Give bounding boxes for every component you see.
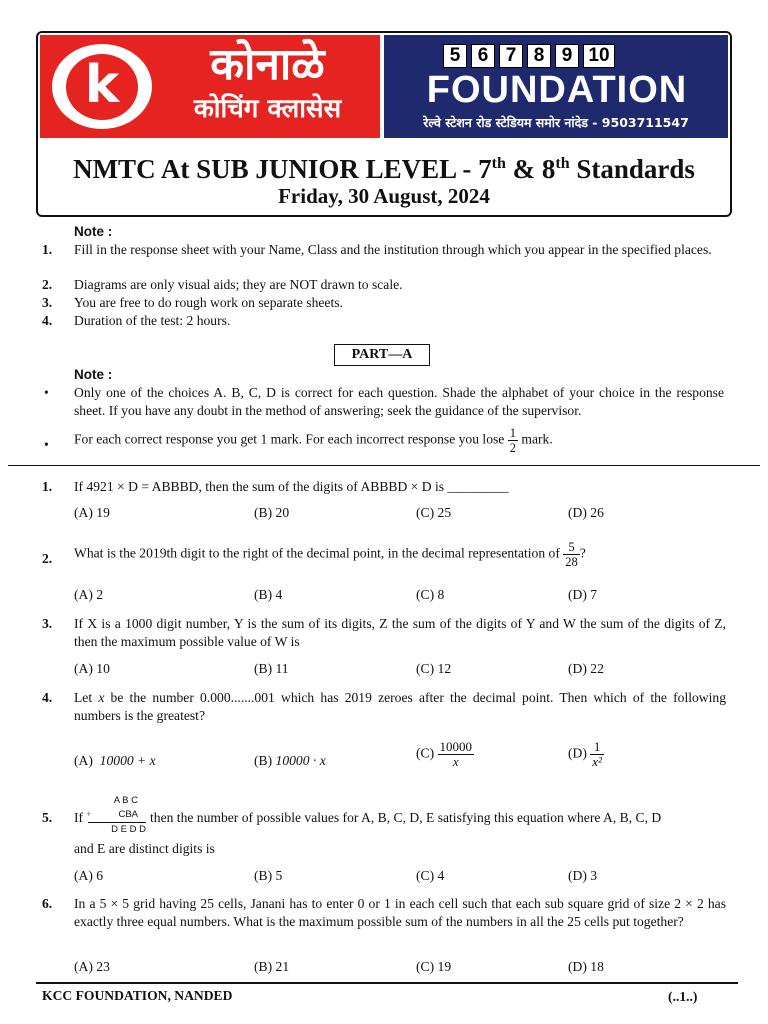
note-text: Duration of the test: 2 hours. <box>74 313 231 328</box>
question-number: 2. <box>42 551 53 566</box>
foundation-title: FOUNDATION <box>426 69 688 111</box>
option-b: (B) 11 <box>254 661 289 676</box>
option-b: (B) 5 <box>254 868 283 883</box>
question-number: 5. <box>42 810 53 825</box>
question-number: 3. <box>42 616 53 631</box>
option-d: (D) 3 <box>568 868 598 883</box>
standard-box: 7 <box>499 44 523 68</box>
option-a: (A) 2 <box>74 587 104 602</box>
question-text: What is the 2019th digit to the right of the decimal point, in the decimal representation of $\frac{5}{28}$ ? <box>74 540 586 569</box>
logo-letter: k <box>84 55 120 115</box>
option-a: (A) 10 <box>74 661 110 676</box>
option-b: (B) 10000 · x <box>254 753 326 768</box>
note-text: For each correct response you get 1 mark. For each incorrect response you lose $\frac{1}{2}$ mark. <box>74 426 553 455</box>
exam-date: Friday, 30 August, 2024 <box>278 184 490 208</box>
standard-box: 10 <box>583 44 615 68</box>
sum-result: D E D D <box>111 824 146 835</box>
note-text: You are free to do rough work on separate sheets. <box>74 295 343 310</box>
option-c: (C) $\frac{10000}{x}$ <box>416 739 473 769</box>
option-a: (A) 19 <box>74 505 110 520</box>
bullet: • <box>44 437 49 452</box>
question-text: In a 5 × 5 grid having 25 cells, Janani has to enter 0 or 1 in each cell such that each sub square grid of size 2 × 2 has exactly three equal numbers. What is the maximum possible sum of the numbers in all the 25 cells put together? <box>74 896 726 929</box>
question-number: 1. <box>42 479 53 494</box>
option-a: (A) 6 <box>74 868 104 883</box>
addend-1: A B C <box>113 795 138 806</box>
note-text: Diagrams are only visual aids; they are NOT drawn to scale. <box>74 277 403 292</box>
question-number: 6. <box>42 896 53 911</box>
option-b: (B) 4 <box>254 587 283 602</box>
note-number: 3. <box>42 295 53 310</box>
option-d: (D) 7 <box>568 587 598 602</box>
question-text: and E are distinct digits is <box>74 841 215 856</box>
standard-box: 8 <box>527 44 551 68</box>
option-d: (D) 26 <box>568 505 604 520</box>
option-a: (A) 10000 + x <box>74 753 156 768</box>
brand-subtitle: कोचिंग क्लासेस <box>193 94 342 124</box>
question-text: If X is a 1000 digit number, Y is the sum of its digits, Z the sum of the digits of Y and W the sum of the digits of Z, then the maximum possible value of W is <box>74 616 726 649</box>
option-a: (A) 23 <box>74 959 110 974</box>
question-text: If 4921 × D = ABBBD, then the sum of the digits of ABBBD × D is _________ <box>74 479 509 494</box>
option-c: (C) 8 <box>416 587 445 602</box>
footer-institution: KCC FOUNDATION, NANDED <box>42 988 233 1003</box>
option-c: (C) 12 <box>416 661 452 676</box>
standard-box: 5 <box>443 44 467 68</box>
note-heading: Note : <box>74 367 113 382</box>
addend-2: + CBA <box>86 809 138 820</box>
part-heading: PART—A <box>334 344 430 366</box>
exam-title: NMTC At SUB JUNIOR LEVEL - 7th & 8th Standards <box>73 154 695 184</box>
footer-divider <box>36 982 738 984</box>
note-text: Fill in the response sheet with your Name, Class and the institution through which you appear in the specified places. <box>74 242 712 257</box>
question-text: then the number of possible values for A, B, C, D, E satisfying this equation where A, B, C, D <box>150 810 662 825</box>
standards-boxes <box>443 44 615 68</box>
option-d: (D) 22 <box>568 661 604 676</box>
option-c: (C) 19 <box>416 959 452 974</box>
page-number: (..1..) <box>668 989 698 1004</box>
question-if: If <box>74 810 84 825</box>
address-line: रेल्वे स्टेशन रोड स्टेडियम समोर नांदेड - 9503711547 <box>423 115 689 130</box>
standard-box: 9 <box>555 44 579 68</box>
option-b: (B) 20 <box>254 505 290 520</box>
note-number: 2. <box>42 277 53 292</box>
note-number: 4. <box>42 313 53 328</box>
question-number: 4. <box>42 690 53 705</box>
bullet: • <box>44 385 49 400</box>
option-c: (C) 25 <box>416 505 452 520</box>
note-heading: Note : <box>74 224 113 239</box>
divider <box>8 465 760 466</box>
option-d: (D) $\frac{1}{\text{x²}}$ <box>568 739 602 769</box>
question-text: Let x be the number 0.000.......001 which has 2019 zeroes after the decimal point. Then which of the following numbers is the greatest? <box>74 690 726 723</box>
option-b: (B) 21 <box>254 959 290 974</box>
standard-box: 6 <box>471 44 495 68</box>
option-c: (C) 4 <box>416 868 445 883</box>
note-text: Only one of the choices A. B, C, D is correct for each question. Shade the alphabet of your choice in the response sheet. If you have any doubt in the method of answering; seek the guidance of the supervisor. <box>74 385 724 418</box>
addition-problem <box>84 794 146 837</box>
brand-name: कोनाळे <box>210 39 325 90</box>
option-d: (D) 18 <box>568 959 604 974</box>
note-number: 1. <box>42 242 53 257</box>
